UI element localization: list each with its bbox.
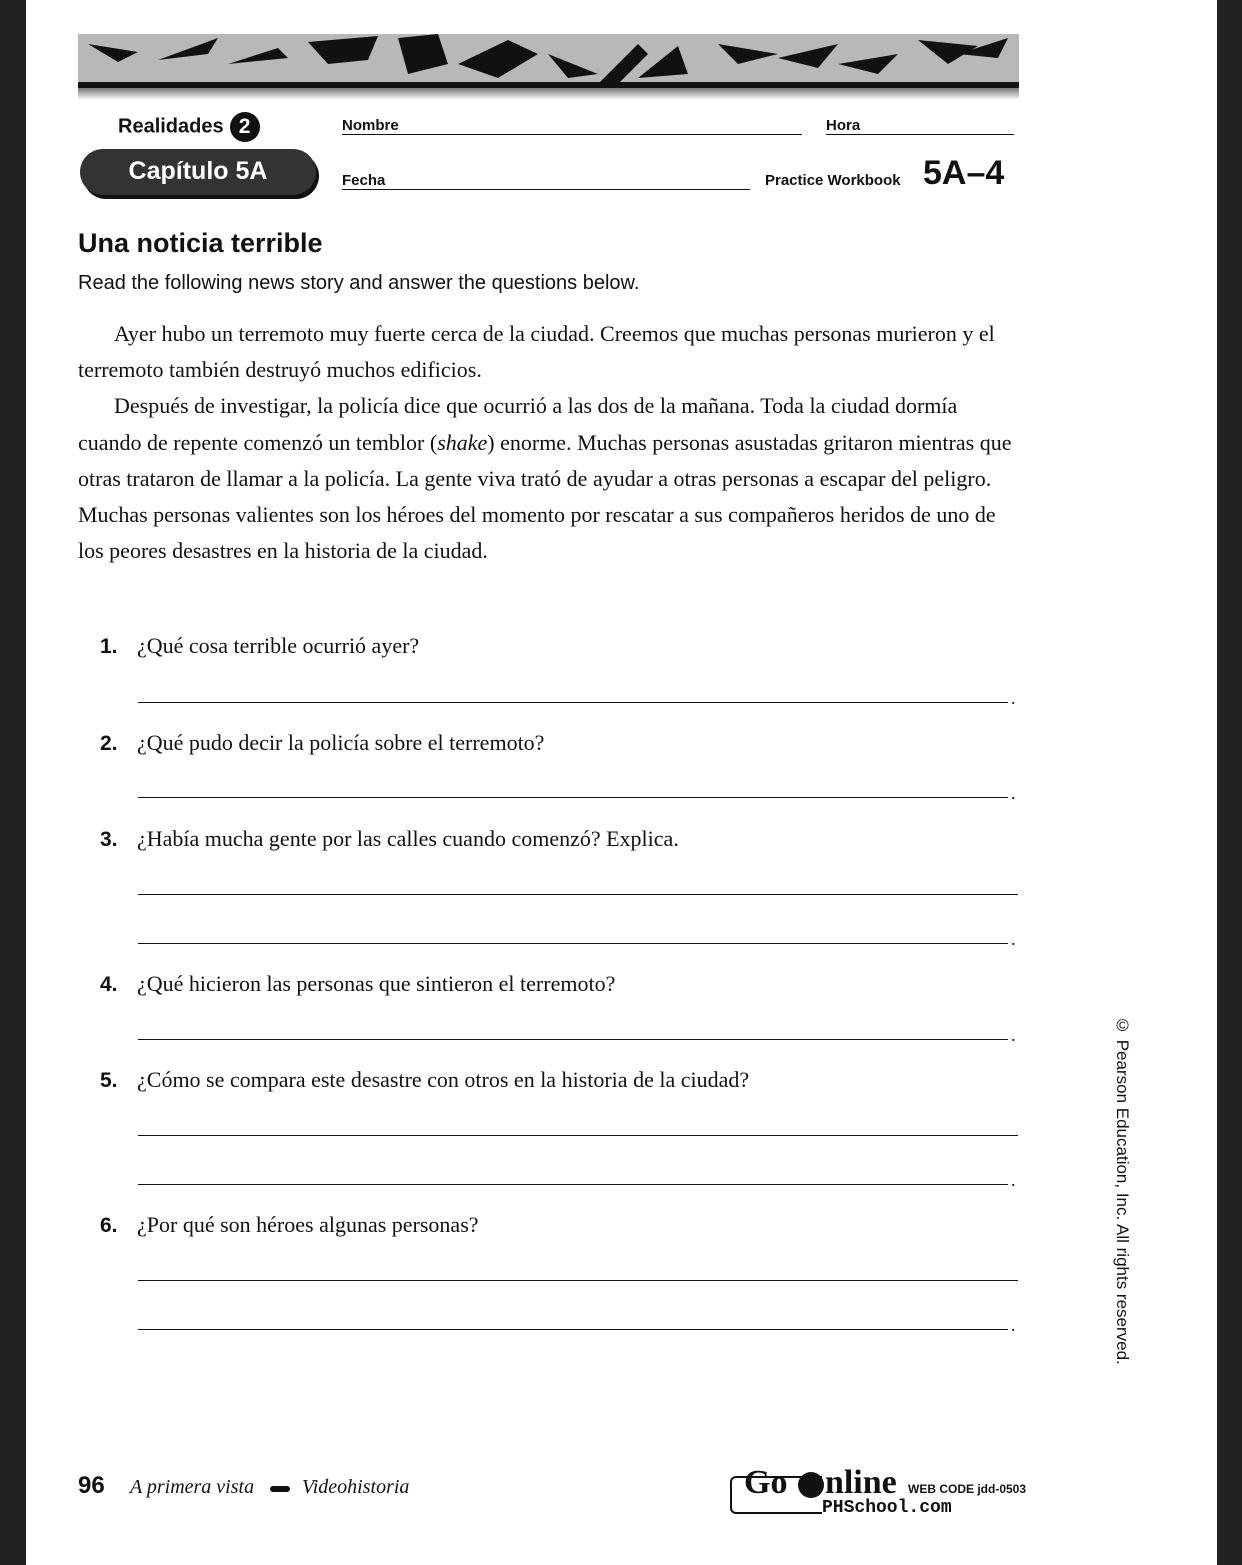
nombre-field[interactable] — [342, 134, 802, 135]
question-number: 4. — [100, 973, 118, 996]
answer-line[interactable] — [138, 894, 1018, 895]
question-number: 3. — [100, 828, 118, 851]
question-text: ¿Había mucha gente por las calles cuando comenzó? Explica. — [137, 826, 679, 851]
question-4 — [100, 971, 615, 997]
question-text: ¿Cómo se compara este desastre con otros en la historia de la ciudad? — [137, 1067, 750, 1092]
answer-line[interactable] — [138, 702, 1008, 703]
page-title: Una noticia terrible — [78, 228, 323, 258]
series-name: Realidades — [118, 115, 224, 138]
chapter-badge: Capítulo 5A — [80, 149, 316, 195]
workbook-page — [26, 0, 1217, 1565]
copyright-notice: © Pearson Education, Inc. All rights reserved. — [1113, 1016, 1132, 1365]
question-5 — [100, 1067, 749, 1093]
answer-line[interactable] — [138, 1184, 1008, 1185]
question-2 — [100, 730, 544, 756]
story-paragraph-1: Ayer hubo un terremoto muy fuerte cerca de la ciudad. Creemos que muchas personas murieron y el terremoto también destruyó muchos edificios. — [78, 321, 995, 383]
question-text: ¿Por qué son héroes algunas personas? — [137, 1212, 479, 1237]
footer-divider — [270, 1486, 290, 1492]
answer-period: . — [1011, 1025, 1016, 1045]
instructions: Read the following news story and answer the questions below. — [78, 272, 640, 294]
answer-line[interactable] — [138, 943, 1008, 944]
answer-period: . — [1011, 1170, 1016, 1190]
go-online-text — [744, 1464, 897, 1502]
question-number: 5. — [100, 1069, 118, 1092]
question-number: 2. — [100, 732, 118, 755]
answer-line[interactable] — [138, 1039, 1008, 1040]
level-badge: 2 — [230, 112, 260, 142]
answer-line[interactable] — [138, 1329, 1008, 1330]
answer-period: . — [1011, 929, 1016, 949]
fecha-field[interactable] — [342, 189, 750, 190]
go-online-logo[interactable] — [730, 1464, 1030, 1524]
question-text: ¿Qué cosa terrible ocurrió ayer? — [137, 633, 420, 658]
story-text: Después de investigar, la policía dice que ocurrió a las dos de la mañana. Toda la ciudad dormía cuando de repente comenzó un temblor ( — [78, 393, 958, 455]
web-code: WEB CODE jdd-0503 — [908, 1482, 1027, 1496]
hora-field[interactable] — [826, 134, 1014, 135]
answer-line[interactable] — [138, 1280, 1018, 1281]
footer-section: A primera vista — [130, 1476, 255, 1498]
story-text: ) enorme. Muchas personas asustadas gritaron mientras que otras trataron de llamar a la policía. La gente viva trató de ayudar a otras personas a escapar del peligro. Muchas personas valientes son los héroes del momento por rescatar a sus compañeros heridos de uno de los peores desastres en la historia de la ciudad. — [78, 429, 1012, 564]
hora-label: Hora — [826, 117, 861, 134]
workbook-number: 5A–4 — [923, 154, 1005, 192]
story-italic-word: shake — [437, 429, 488, 455]
site-link[interactable]: PHSchool.com — [822, 1498, 952, 1518]
answer-line[interactable] — [138, 1135, 1018, 1136]
question-text: ¿Qué hicieron las personas que sintieron el terremoto? — [137, 971, 616, 996]
question-number: 6. — [100, 1214, 118, 1237]
question-number: 1. — [100, 635, 118, 658]
answer-period: . — [1011, 688, 1016, 708]
globe-icon — [798, 1472, 824, 1498]
nombre-label: Nombre — [342, 117, 399, 134]
question-text: ¿Qué pudo decir la policía sobre el terremoto? — [137, 730, 545, 755]
news-story — [78, 316, 1023, 569]
go-online-word: Go — [744, 1464, 788, 1501]
answer-period: . — [1011, 783, 1016, 803]
fecha-label: Fecha — [342, 172, 386, 189]
page-number: 96 — [78, 1472, 105, 1499]
question-1 — [100, 633, 419, 659]
go-online-word: nline — [824, 1464, 897, 1501]
banner-shadow — [78, 88, 1019, 100]
answer-line[interactable] — [138, 797, 1008, 798]
series-label — [118, 112, 260, 142]
story-paragraph-2 — [78, 388, 1023, 569]
question-3 — [100, 826, 679, 852]
answer-period: . — [1011, 1315, 1016, 1335]
footer-subsection: Videohistoria — [302, 1476, 410, 1498]
workbook-label: Practice Workbook — [765, 172, 901, 189]
question-6 — [100, 1212, 479, 1238]
